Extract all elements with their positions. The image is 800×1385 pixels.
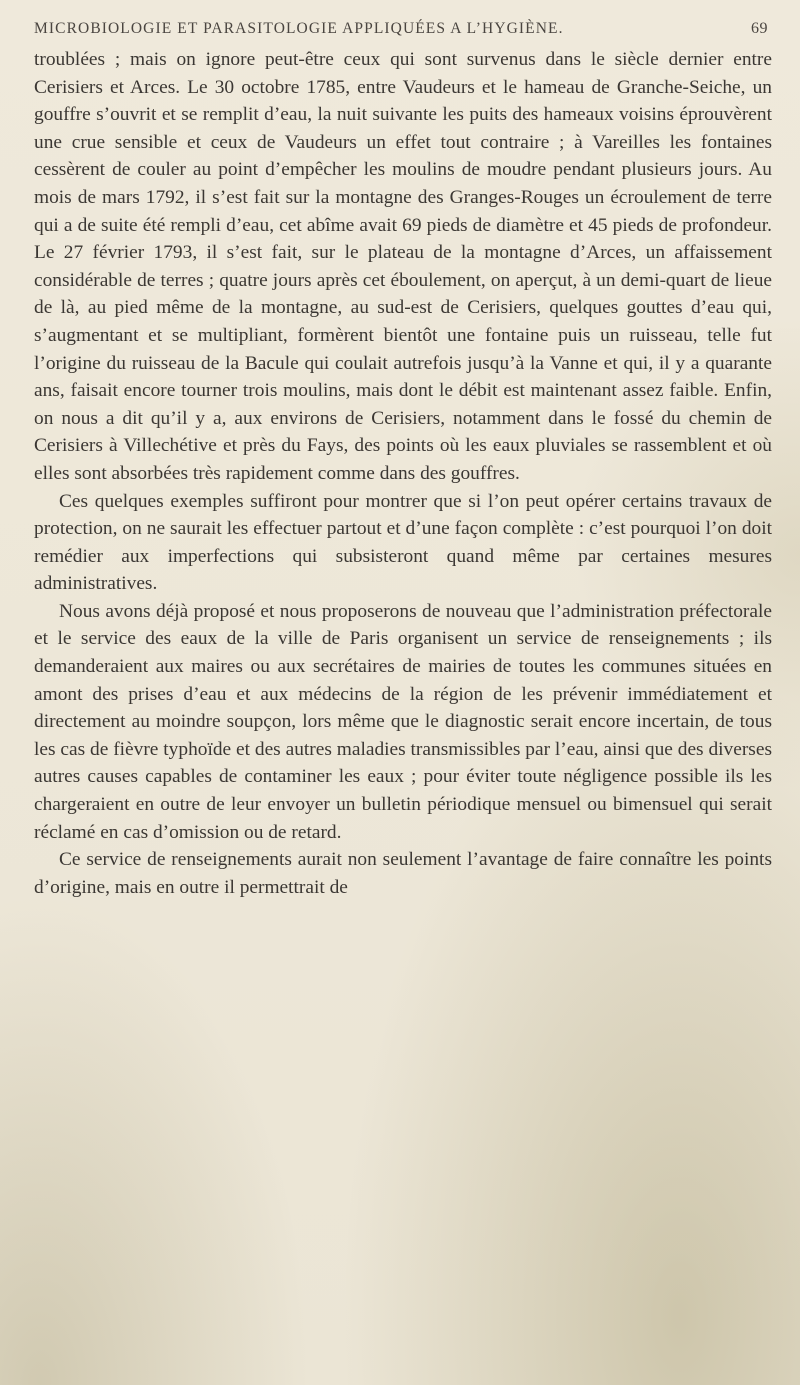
paragraph: Ce service de renseignements aurait non seulement l’avantage de faire connaître les points d’origine, mais en outre il permettrait de	[34, 849, 772, 898]
running-title: MICROBIOLOGIE ET PARASITOLOGIE APPLIQUÉES A L’HYGIÈNE.	[34, 20, 564, 37]
paragraph: Nous avons déjà proposé et nous proposerons de nouveau que l’administration préfectorale et le service des eaux de la ville de Paris organisent un service de renseignements ; ils demanderaient aux maires ou aux secrétaires de mairies de toutes les communes situées en amont des prises d’eau et aux médecins de la région de les prévenir immédiatement et directement au moindre soupçon, lors même que le diagnostic serait encore incertain, de tous les cas de fièvre typhoïde et des autres maladies transmissibles par l’eau, ainsi que des diverses autres causes capables de contaminer les eaux ; pour éviter toute négligence possible ils les chargeraient en outre de leur envoyer un bulletin périodique mensuel ou bimensuel qui serait réclamé en cas d’omission ou de retard.	[34, 600, 772, 843]
body-text	[34, 46, 772, 901]
page-number: 69	[751, 20, 768, 37]
paragraph: Ces quelques exemples suffiront pour montrer que si l’on peut opérer certains travaux de protection, on ne saurait les effectuer partout et d’une façon complète : c’est pourquoi l’on doit remédier aux imperfections qui subsisteront quand même par certaines mesures administratives.	[34, 490, 772, 595]
running-header	[34, 20, 768, 44]
paragraph-continuation: troublées ; mais on ignore peut-être ceux qui sont survenus dans le siècle dernier entre Cerisiers et Arces. Le 30 octobre 1785, entre Vaudeurs et le hameau de Granche-Seiche, un gouffre s’ouvrit et se remplit d’eau, la nuit suivante les puits des hameaux voisins éprouvèrent une crue sensible et ceux de Vaudeurs un effet tout contraire ; à Vareilles les fontaines cessèrent de couler au point d’empêcher les moulins de moudre pendant plusieurs jours. Au mois de mars 1792, il s’est fait sur la montagne des Granges-Rouges un écroulement de terre qui a de suite été rempli d’eau, cet abîme avait 69 pieds de diamètre et 45 pieds de profondeur. Le 27 février 1793, il s’est fait, sur le plateau de la montagne d’Arces, un affaissement considérable de terres ; quatre jours après cet éboulement, on aperçut, à un demi-quart de lieue de là, au pied même de la montagne, au sud-est de Cerisiers, quelques gouttes d’eau qui, s’augmentant et se multipliant, formèrent bientôt une fontaine puis un ruisseau, telle fut l’origine du ruisseau de la Bacule qui coulait autrefois jusqu’à la Vanne et qui, il y a quarante ans, faisait encore tourner trois moulins, mais dont le débit est maintenant assez faible. Enfin, on nous a dit qu’il y a, aux environs de Cerisiers, notamment dans le fossé du chemin de Cerisiers à Villechétive et près du Fays, des points où les eaux pluviales se rassemblent et où elles sont absorbées très rapidement comme dans des gouffres.	[34, 49, 772, 484]
